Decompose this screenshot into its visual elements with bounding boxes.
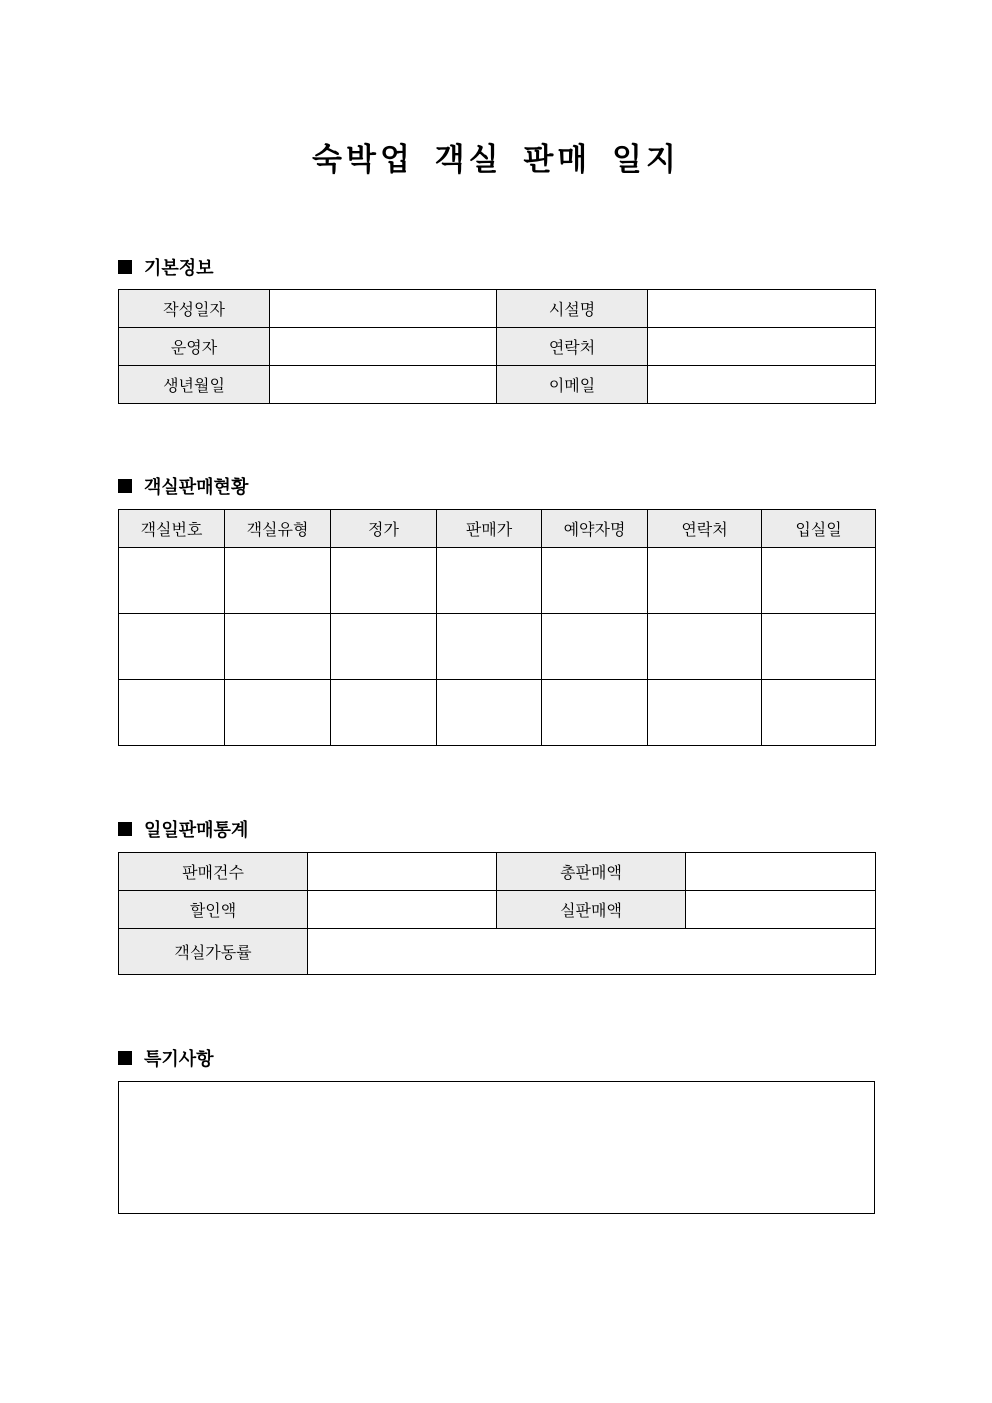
square-bullet-icon <box>118 822 132 836</box>
table-cell[interactable] <box>437 548 542 614</box>
label-cell: 연락처 <box>497 328 648 366</box>
section-heading-label: 일일판매통계 <box>144 820 249 841</box>
label-cell: 객실가동률 <box>119 929 308 975</box>
facility-name-input-cell[interactable] <box>648 290 876 328</box>
column-header: 연락처 <box>648 510 762 548</box>
table-cell[interactable] <box>648 548 762 614</box>
table-row <box>119 891 876 929</box>
birthdate-input-cell[interactable] <box>270 366 497 404</box>
section-heading-remarks <box>118 1045 214 1071</box>
table-row <box>119 366 876 404</box>
label-cell: 생년월일 <box>119 366 270 404</box>
table-cell[interactable] <box>762 614 876 680</box>
label-cell: 할인액 <box>119 891 308 929</box>
date-input-cell[interactable] <box>270 290 497 328</box>
square-bullet-icon <box>118 1051 132 1065</box>
table-cell[interactable] <box>437 614 542 680</box>
table-cell[interactable] <box>437 680 542 746</box>
table-cell[interactable] <box>648 614 762 680</box>
column-header: 입실일 <box>762 510 876 548</box>
square-bullet-icon <box>118 260 132 274</box>
table-row <box>119 929 876 975</box>
sales-count-input-cell[interactable] <box>308 853 497 891</box>
table-cell[interactable] <box>542 680 648 746</box>
column-header: 예약자명 <box>542 510 648 548</box>
section-heading-label: 기본정보 <box>144 258 214 279</box>
section-heading-label: 특기사항 <box>144 1049 214 1070</box>
table-cell[interactable] <box>542 548 648 614</box>
document-title: 숙박업 객실 판매 일지 <box>312 142 680 178</box>
table-cell[interactable] <box>225 680 331 746</box>
remarks-box[interactable] <box>118 1081 875 1214</box>
table-cell[interactable] <box>225 548 331 614</box>
table-cell[interactable] <box>331 548 437 614</box>
contact-input-cell[interactable] <box>648 328 876 366</box>
label-cell: 운영자 <box>119 328 270 366</box>
discount-input-cell[interactable] <box>308 891 497 929</box>
table-cell[interactable] <box>225 614 331 680</box>
table-cell[interactable] <box>648 680 762 746</box>
table-cell[interactable] <box>762 548 876 614</box>
label-cell: 총판매액 <box>497 853 686 891</box>
table-row <box>119 548 876 614</box>
square-bullet-icon <box>118 479 132 493</box>
table-row <box>119 614 876 680</box>
table-cell[interactable] <box>762 680 876 746</box>
section-heading-room-sales <box>118 473 248 499</box>
email-input-cell[interactable] <box>648 366 876 404</box>
column-header: 정가 <box>331 510 437 548</box>
occupancy-rate-input-cell[interactable] <box>308 929 876 975</box>
section-heading-label: 객실판매현황 <box>144 477 249 498</box>
room-sales-table <box>118 509 876 746</box>
table-cell[interactable] <box>331 614 437 680</box>
label-cell: 작성일자 <box>119 290 270 328</box>
label-cell: 이메일 <box>497 366 648 404</box>
table-row <box>119 290 876 328</box>
table-cell[interactable] <box>542 614 648 680</box>
column-header: 판매가 <box>437 510 542 548</box>
table-header-row <box>119 510 876 548</box>
operator-input-cell[interactable] <box>270 328 497 366</box>
basic-info-table <box>118 289 876 404</box>
table-cell[interactable] <box>119 680 225 746</box>
label-cell: 실판매액 <box>497 891 686 929</box>
table-cell[interactable] <box>119 614 225 680</box>
table-row <box>119 680 876 746</box>
table-cell[interactable] <box>119 548 225 614</box>
table-row <box>119 328 876 366</box>
column-header: 객실유형 <box>225 510 331 548</box>
net-sales-input-cell[interactable] <box>686 891 876 929</box>
column-header: 객실번호 <box>119 510 225 548</box>
section-heading-basic-info <box>118 254 214 280</box>
table-cell[interactable] <box>331 680 437 746</box>
total-sales-input-cell[interactable] <box>686 853 876 891</box>
section-heading-daily-stats <box>118 816 248 842</box>
label-cell: 판매건수 <box>119 853 308 891</box>
daily-stats-table <box>118 852 876 975</box>
label-cell: 시설명 <box>497 290 648 328</box>
table-row <box>119 853 876 891</box>
